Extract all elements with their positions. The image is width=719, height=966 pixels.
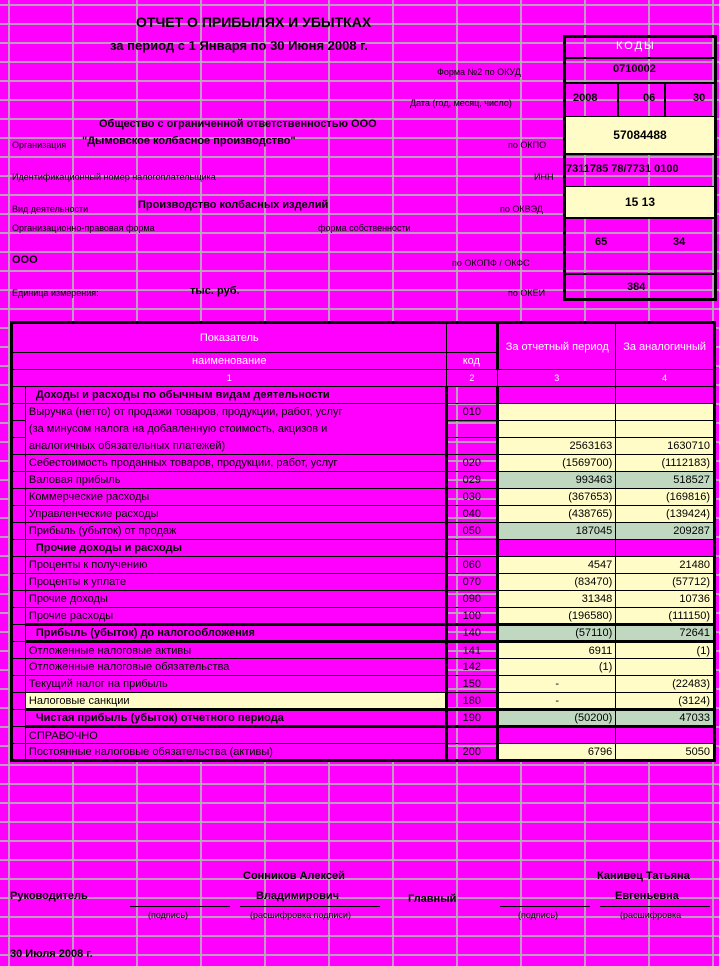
unit-label: Единица измерения: (12, 288, 99, 298)
okei-code: 384 (627, 281, 646, 293)
row-gutter (12, 693, 26, 710)
table-row (12, 387, 715, 404)
table-row (12, 659, 715, 676)
row-code (446, 540, 498, 557)
row-name: (за минусом налога на добавленную стоимость, акцизов и (25, 421, 446, 438)
row-value-previous: (139424) (616, 506, 715, 523)
row-name: Прочие доходы и расходы (25, 540, 446, 557)
col-num-4: 4 (616, 370, 715, 387)
report-date: 30 Июля 2008 г. (10, 948, 93, 960)
row-code: 141 (446, 642, 498, 659)
row-value-current: (83470) (498, 574, 616, 591)
table-row (12, 608, 715, 625)
row-gutter (12, 574, 26, 591)
table-row (12, 438, 715, 455)
okpo-code: 57084488 (563, 117, 717, 153)
table-row (12, 625, 715, 642)
row-code: 150 (446, 676, 498, 693)
row-value-current: 2563163 (498, 438, 616, 455)
head-period: За отчетный период (498, 323, 616, 370)
row-value-previous: (111150) (616, 608, 715, 625)
head-indicator: Показатель (12, 323, 447, 353)
row-value-previous (616, 387, 715, 404)
row-gutter (12, 387, 26, 404)
row-gutter (12, 727, 26, 744)
row-name: Доходы и расходы по обычным видам деятельности (25, 387, 446, 404)
row-code: 142 (446, 659, 498, 676)
row-code: 100 (446, 608, 498, 625)
row-name: Проценты к получению (25, 557, 446, 574)
row-value-previous: (1) (616, 642, 715, 659)
row-value-current: 31348 (498, 591, 616, 608)
row-code: 090 (446, 591, 498, 608)
row-gutter (12, 540, 26, 557)
col-num-3: 3 (498, 370, 616, 387)
org-name-line1: Общество с ограниченной ответственностью ООО (99, 118, 377, 130)
row-code: 070 (446, 574, 498, 591)
row-value-previous: 5050 (616, 744, 715, 761)
row-value-previous (616, 727, 715, 744)
row-code: 190 (446, 710, 498, 727)
activity-value: Производство колбасных изделий (138, 199, 329, 211)
row-value-current (498, 387, 616, 404)
row-name: СПРАВОЧНО (25, 727, 446, 744)
date-year: 2008 (573, 92, 598, 104)
codes-label: КОДЫ (616, 40, 656, 52)
row-code: 010 (446, 404, 498, 421)
row-gutter (12, 710, 26, 727)
head-name-line1: Сонников Алексей (243, 870, 345, 882)
okpo-label: по ОКПО (508, 140, 547, 150)
chief-name-line2: Евгеньевна (615, 890, 679, 902)
row-value-previous: 72641 (616, 625, 715, 642)
row-value-previous: (1112183) (616, 455, 715, 472)
head-name-line2: Владимирович (256, 890, 340, 902)
report-period: за период с 1 Января по 30 Июня 2008 г. (110, 38, 368, 53)
row-value-current (498, 404, 616, 421)
table-row (12, 540, 715, 557)
row-gutter (12, 744, 26, 761)
row-name: Чистая прибыль (убыток) отчетного периода (25, 710, 446, 727)
org-label: Организация (12, 140, 67, 150)
row-value-previous: 10736 (616, 591, 715, 608)
row-value-current: 187045 (498, 523, 616, 540)
table-row (12, 744, 715, 761)
date-month: 06 (643, 92, 656, 104)
row-name: Текущий налог на прибыль (25, 676, 446, 693)
row-name: Выручка (нетто) от продажи товаров, продукции, работ, услуг (25, 404, 446, 421)
row-value-current: (57110) (498, 625, 616, 642)
col-num-1: 1 (12, 370, 447, 387)
date-day: 30 (693, 92, 706, 104)
okfs-code: 34 (673, 236, 686, 248)
row-code: 040 (446, 506, 498, 523)
inn-label-left: Идентификационный номер налогоплательщика (12, 172, 216, 182)
col-num-2: 2 (446, 370, 498, 387)
table-row (12, 574, 715, 591)
sign-caption: (подпись) (148, 910, 189, 920)
chief-name-line1: Канивец Татьяна (597, 870, 690, 882)
row-code: 140 (446, 625, 498, 642)
table-row (12, 642, 715, 659)
row-value-current: - (498, 693, 616, 710)
row-value-current: - (498, 676, 616, 693)
row-value-previous: (169816) (616, 489, 715, 506)
decode-caption-2: (расшифровка (620, 910, 682, 920)
row-name: Постоянные налоговые обязательства (активы) (25, 744, 446, 761)
activity-label: Вид деятельности (12, 204, 89, 214)
ownership-label: форма собственности (318, 223, 411, 233)
table-body (12, 387, 715, 761)
row-code: 050 (446, 523, 498, 540)
chief-label: Главный (408, 893, 457, 905)
decode-caption: (расшифровка подписи) (250, 910, 351, 920)
row-code: 020 (446, 455, 498, 472)
table-row (12, 421, 715, 438)
row-gutter (12, 642, 26, 659)
head-prev: За аналогичный (616, 323, 715, 370)
row-name: Себестоимость проданных товаров, продукции, работ, услуг (25, 455, 446, 472)
row-code (446, 727, 498, 744)
row-value-previous (616, 540, 715, 557)
row-value-previous: (3124) (616, 693, 715, 710)
row-value-current: (50200) (498, 710, 616, 727)
row-gutter (12, 489, 26, 506)
row-gutter (12, 421, 26, 438)
row-value-current: 6796 (498, 744, 616, 761)
head-name: наименование (12, 353, 447, 370)
row-name: Прочие расходы (25, 608, 446, 625)
row-gutter (12, 608, 26, 625)
row-value-previous: 209287 (616, 523, 715, 540)
row-gutter (12, 455, 26, 472)
row-code (446, 438, 498, 455)
inn-code: 7311785 78/7731 0100 (566, 163, 679, 175)
row-name: Налоговые санкции (25, 693, 446, 710)
row-value-previous (616, 659, 715, 676)
row-value-previous: (57712) (616, 574, 715, 591)
row-value-current: (1) (498, 659, 616, 676)
row-gutter (12, 557, 26, 574)
row-gutter (12, 404, 26, 421)
row-value-current: (367653) (498, 489, 616, 506)
row-code (446, 421, 498, 438)
date-label: Дата (год, месяц, число) (410, 98, 512, 108)
row-value-current (498, 727, 616, 744)
row-value-previous (616, 404, 715, 421)
table-row (12, 506, 715, 523)
form-code: 0710002 (613, 63, 656, 75)
row-code: 060 (446, 557, 498, 574)
row-code: 029 (446, 472, 498, 489)
row-gutter (12, 523, 26, 540)
report-title: ОТЧЕТ О ПРИБЫЛЯХ И УБЫТКАХ (136, 14, 372, 30)
row-gutter (12, 591, 26, 608)
row-gutter (12, 625, 26, 642)
head-code: код (446, 353, 498, 370)
row-value-current: 993463 (498, 472, 616, 489)
form-label: Форма №2 по ОКУД (437, 67, 521, 77)
row-value-previous: 21480 (616, 557, 715, 574)
row-value-current (498, 540, 616, 557)
table-row (12, 591, 715, 608)
row-gutter (12, 438, 26, 455)
row-value-current: (196580) (498, 608, 616, 625)
row-code: 180 (446, 693, 498, 710)
table-row (12, 472, 715, 489)
row-value-previous: 518527 (616, 472, 715, 489)
row-value-previous (616, 421, 715, 438)
table-row (12, 727, 715, 744)
table-row (12, 489, 715, 506)
row-name: Управленческие расходы (25, 506, 446, 523)
row-name: Валовая прибыль (25, 472, 446, 489)
row-name: Отложенные налоговые активы (25, 642, 446, 659)
table-row (12, 710, 715, 727)
row-value-current: 4547 (498, 557, 616, 574)
org-name-line2: "Дымовское колбасное производство" (82, 135, 296, 147)
legal-form-label: Организационно-правовая форма (12, 223, 155, 233)
okved-code: 15 13 (563, 187, 717, 217)
row-value-current (498, 421, 616, 438)
table-row (12, 523, 715, 540)
table-row (12, 404, 715, 421)
okopf-label: по ОКОПФ / ОКФС (452, 258, 530, 268)
row-value-previous: 47033 (616, 710, 715, 727)
legal-form-value: ООО (12, 254, 38, 266)
row-gutter (12, 659, 26, 676)
table-row (12, 693, 715, 710)
row-code: 200 (446, 744, 498, 761)
row-name: Прибыль (убыток) от продаж (25, 523, 446, 540)
head-label: Руководитель (10, 890, 88, 902)
row-gutter (12, 676, 26, 693)
financial-table (10, 321, 716, 762)
unit-value: тыс. руб. (190, 285, 240, 297)
row-value-current: (438765) (498, 506, 616, 523)
okei-label: по ОКЕИ (508, 288, 546, 298)
row-value-current: 6911 (498, 642, 616, 659)
row-value-previous: 1630710 (616, 438, 715, 455)
row-name: Проценты к уплате (25, 574, 446, 591)
row-code: 030 (446, 489, 498, 506)
row-name: Отложенные налоговые обязательства (25, 659, 446, 676)
row-value-previous: (22483) (616, 676, 715, 693)
okved-label: по ОКВЭД (500, 204, 543, 214)
sign-caption-2: (подпись) (518, 910, 559, 920)
table-row (12, 557, 715, 574)
table-row (12, 455, 715, 472)
row-gutter (12, 506, 26, 523)
row-name: аналогичных обязательных платежей) (25, 438, 446, 455)
row-name: Прочие доходы (25, 591, 446, 608)
row-value-current: (1569700) (498, 455, 616, 472)
row-name: Коммерческие расходы (25, 489, 446, 506)
okopf-code: 65 (595, 236, 608, 248)
inn-label: ИНН (534, 172, 554, 182)
row-gutter (12, 472, 26, 489)
row-name: Прибыль (убыток) до налогообложения (25, 625, 446, 642)
table-row (12, 676, 715, 693)
row-code (446, 387, 498, 404)
